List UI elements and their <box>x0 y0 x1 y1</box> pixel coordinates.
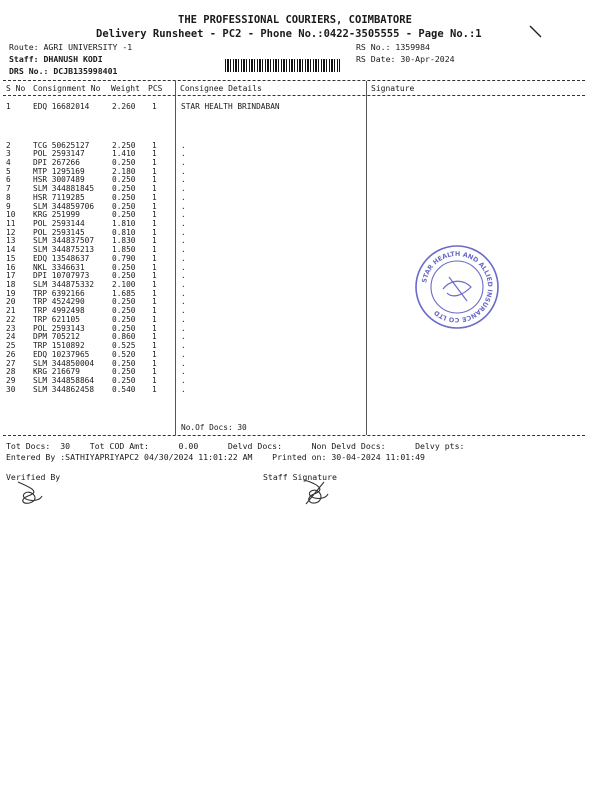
row-consignment-no: SLM 344875332 <box>33 280 95 290</box>
row-consignee-details: . <box>181 201 186 211</box>
row-consignment-no: TRP 4524290 <box>33 297 85 307</box>
verified-by-label: Verified By <box>6 472 61 482</box>
row-sno: 20 <box>6 297 16 307</box>
row-consignment-no: NKL 3346631 <box>33 262 85 272</box>
row-weight: 0.250 <box>112 323 136 333</box>
row-pcs: 1 <box>152 314 157 324</box>
company-title: THE PROFESSIONAL COURIERS, COIMBATORE <box>178 14 412 26</box>
row-consignment-no: POL 2593145 <box>33 227 85 237</box>
row-consignment-no: TCG 50625127 <box>33 140 90 150</box>
row-sno: 10 <box>6 210 16 220</box>
table-row <box>0 376 600 385</box>
table-row <box>0 332 600 341</box>
row-pcs: 1 <box>152 210 157 220</box>
row-consignee-details: . <box>181 288 186 298</box>
staff-signature-label: Staff Signature <box>263 472 337 482</box>
row-sno: 1 <box>6 102 11 111</box>
col-header-signature: Signature <box>371 84 415 93</box>
row-pcs: 1 <box>152 306 157 316</box>
table-row <box>0 359 600 368</box>
row-pcs: 1 <box>152 358 157 368</box>
table-bottom-rule <box>3 435 585 436</box>
row-consignment-no: POL 2593143 <box>33 323 85 333</box>
row-consignment-no: TRP 6392166 <box>33 288 85 298</box>
row-consignment-no: SLM 344881845 <box>33 184 95 194</box>
table-row <box>0 350 600 359</box>
row-sno: 25 <box>6 341 16 351</box>
row-weight: 0.250 <box>112 157 136 167</box>
row-pcs: 1 <box>152 323 157 333</box>
row-sno: 28 <box>6 367 16 377</box>
table-row <box>0 280 600 289</box>
row-consignee-details: . <box>181 314 186 324</box>
row-pcs: 1 <box>152 297 157 307</box>
table-row <box>0 245 600 254</box>
row-consignment-no: SLM 344875213 <box>33 245 95 255</box>
row-weight: 0.250 <box>112 358 136 368</box>
row-weight: 0.250 <box>112 262 136 272</box>
row-consignee-details: . <box>181 323 186 333</box>
row-pcs: 1 <box>152 218 157 228</box>
row-consignment-no: DPI 10707973 <box>33 271 90 281</box>
row-consignee-details: . <box>181 332 186 342</box>
table-row <box>0 367 600 376</box>
row-sno: 21 <box>6 306 16 316</box>
row-consignee-details: . <box>181 384 186 394</box>
row-sno: 2 <box>6 140 11 150</box>
row-consignee-details: . <box>181 367 186 377</box>
row-consignee-details: . <box>181 157 186 167</box>
row-weight: 2.250 <box>112 140 136 150</box>
row-weight: 2.260 <box>112 102 136 111</box>
row-consignee-details: . <box>181 210 186 220</box>
row-consignment-no: TRP 4992498 <box>33 306 85 316</box>
col-header-pcs: PCS <box>148 84 163 93</box>
row-sno: 6 <box>6 175 11 185</box>
table-row <box>0 141 600 150</box>
row-pcs: 1 <box>152 349 157 359</box>
row-weight: 0.250 <box>112 375 136 385</box>
table-row <box>0 102 600 111</box>
row-consignee-details: . <box>181 184 186 194</box>
row-weight: 1.830 <box>112 236 136 246</box>
row-consignee-details: . <box>181 297 186 307</box>
row-sno: 27 <box>6 358 16 368</box>
row-consignment-no: SLM 344837507 <box>33 236 95 246</box>
col-header-consignee: Consignee Details <box>180 84 262 93</box>
svg-text:STAR HEALTH AND ALLIED INSURAN: STAR HEALTH AND ALLIED INSURANCE CO LTD <box>420 249 495 325</box>
verified-signature <box>14 478 48 508</box>
row-pcs: 1 <box>152 375 157 385</box>
row-weight: 0.860 <box>112 332 136 342</box>
route-label: Route: AGRI UNIVERSITY -1 <box>9 42 133 52</box>
row-consignment-no: POL 2593144 <box>33 218 85 228</box>
row-sno: 9 <box>6 201 11 211</box>
table-row <box>0 167 600 176</box>
row-consignee-details: . <box>181 262 186 272</box>
row-pcs: 1 <box>152 332 157 342</box>
row-sno: 17 <box>6 271 16 281</box>
row-sno: 13 <box>6 236 16 246</box>
row-consignment-no: KRG 216679 <box>33 367 80 377</box>
row-sno: 11 <box>6 218 16 228</box>
table-row <box>0 193 600 202</box>
row-pcs: 1 <box>152 175 157 185</box>
row-pcs: 1 <box>152 157 157 167</box>
row-sno: 4 <box>6 157 11 167</box>
table-row <box>0 254 600 263</box>
row-pcs: 1 <box>152 166 157 176</box>
row-sno: 7 <box>6 184 11 194</box>
pen-mark-icon <box>528 24 544 40</box>
table-row <box>0 236 600 245</box>
row-weight: 0.250 <box>112 192 136 202</box>
table-row <box>0 385 600 394</box>
row-consignment-no: EDQ 10237965 <box>33 349 90 359</box>
company-stamp <box>413 243 501 331</box>
row-pcs: 1 <box>152 245 157 255</box>
row-weight: 0.250 <box>112 184 136 194</box>
row-weight: 0.790 <box>112 253 136 263</box>
row-weight: 0.250 <box>112 175 136 185</box>
row-weight: 1.850 <box>112 245 136 255</box>
table-row <box>0 158 600 167</box>
row-weight: 1.410 <box>112 149 136 159</box>
row-pcs: 1 <box>152 184 157 194</box>
entered-by-line: Entered By :SATHIYAPRIYAPC2 04/30/2024 11:01:22 AM Printed on: 30-04-2024 11:01:49 <box>6 452 425 462</box>
row-weight: 1.685 <box>112 288 136 298</box>
row-pcs: 1 <box>152 262 157 272</box>
row-weight: 1.810 <box>112 218 136 228</box>
col-header-weight: Weight <box>111 84 140 93</box>
row-consignment-no: TRP 1510892 <box>33 341 85 351</box>
no-of-docs: No.Of Docs: 30 <box>181 423 247 432</box>
table-row <box>0 306 600 315</box>
row-weight: 0.525 <box>112 341 136 351</box>
row-pcs: 1 <box>152 384 157 394</box>
table-row <box>0 210 600 219</box>
row-consignment-no: EDQ 16682014 <box>33 102 90 111</box>
table-row <box>0 175 600 184</box>
row-pcs: 1 <box>152 280 157 290</box>
table-row <box>0 289 600 298</box>
row-weight: 0.520 <box>112 349 136 359</box>
row-weight: 0.250 <box>112 367 136 377</box>
row-sno: 29 <box>6 375 16 385</box>
row-sno: 19 <box>6 288 16 298</box>
row-pcs: 1 <box>152 102 157 111</box>
row-consignee-details: . <box>181 349 186 359</box>
row-pcs: 1 <box>152 149 157 159</box>
row-weight: 0.250 <box>112 271 136 281</box>
row-sno: 18 <box>6 280 16 290</box>
row-pcs: 1 <box>152 288 157 298</box>
table-row <box>0 315 600 324</box>
row-consignment-no: TRP 621105 <box>33 314 80 324</box>
row-consignee-details: STAR HEALTH BRINDABAN <box>181 102 280 111</box>
table-row <box>0 228 600 237</box>
row-consignee-details: . <box>181 306 186 316</box>
row-sno: 15 <box>6 253 16 263</box>
col-header-consignment: Consignment No <box>33 84 101 93</box>
row-consignment-no: HSR 3007489 <box>33 175 85 185</box>
row-weight: 0.540 <box>112 384 136 394</box>
runsheet-subtitle: Delivery Runsheet - PC2 - Phone No.:0422-3505555 - Page No.:1 <box>96 28 482 40</box>
row-consignee-details: . <box>181 192 186 202</box>
row-pcs: 1 <box>152 227 157 237</box>
row-weight: 0.250 <box>112 306 136 316</box>
table-row <box>0 149 600 158</box>
row-sno: 12 <box>6 227 16 237</box>
row-consignment-no: KRG 251999 <box>33 210 80 220</box>
totals-line: Tot Docs: 30 Tot COD Amt: 0.00 Delvd Docs: Non Delvd Docs: Delvy pts: <box>6 441 465 451</box>
table-row <box>0 341 600 350</box>
row-consignee-details: . <box>181 140 186 150</box>
table-row <box>0 297 600 306</box>
row-consignee-details: . <box>181 375 186 385</box>
row-pcs: 1 <box>152 341 157 351</box>
row-sno: 5 <box>6 166 11 176</box>
row-pcs: 1 <box>152 271 157 281</box>
row-sno: 23 <box>6 323 16 333</box>
row-weight: 0.810 <box>112 227 136 237</box>
row-consignment-no: EDQ 13548637 <box>33 253 90 263</box>
row-consignment-no: SLM 344862458 <box>33 384 95 394</box>
row-weight: 0.250 <box>112 297 136 307</box>
table-row <box>0 263 600 272</box>
rs-date: RS Date: 30-Apr-2024 <box>356 54 455 64</box>
staff-signature <box>298 474 334 508</box>
row-sno: 3 <box>6 149 11 159</box>
row-consignee-details: . <box>181 166 186 176</box>
row-consignee-details: . <box>181 149 186 159</box>
row-consignment-no: MTP 1295169 <box>33 166 85 176</box>
row-pcs: 1 <box>152 140 157 150</box>
row-consignment-no: SLM 344858864 <box>33 375 95 385</box>
row-weight: 0.250 <box>112 314 136 324</box>
table-row <box>0 184 600 193</box>
row-weight: 2.180 <box>112 166 136 176</box>
row-sno: 16 <box>6 262 16 272</box>
row-consignment-no: SLM 344859706 <box>33 201 95 211</box>
row-consignee-details: . <box>181 271 186 281</box>
row-sno: 14 <box>6 245 16 255</box>
row-consignee-details: . <box>181 175 186 185</box>
row-consignment-no: DPI 267266 <box>33 157 80 167</box>
row-pcs: 1 <box>152 201 157 211</box>
row-pcs: 1 <box>152 367 157 377</box>
row-weight: 0.250 <box>112 201 136 211</box>
row-consignment-no: DPM 705212 <box>33 332 80 342</box>
header-top-rule <box>3 80 585 81</box>
row-pcs: 1 <box>152 253 157 263</box>
row-sno: 8 <box>6 192 11 202</box>
row-consignee-details: . <box>181 245 186 255</box>
row-sno: 30 <box>6 384 16 394</box>
header-bottom-rule <box>3 95 585 96</box>
drs-number: DRS No.: DCJB135998401 <box>9 66 118 76</box>
table-row <box>0 271 600 280</box>
row-consignee-details: . <box>181 253 186 263</box>
staff-label: Staff: DHANUSH KODI <box>9 54 103 64</box>
table-row <box>0 219 600 228</box>
col-header-sno: S No <box>6 84 26 93</box>
barcode-image <box>225 59 340 72</box>
row-pcs: 1 <box>152 192 157 202</box>
row-consignee-details: . <box>181 341 186 351</box>
row-sno: 24 <box>6 332 16 342</box>
row-consignee-details: . <box>181 236 186 246</box>
row-consignment-no: POL 2593147 <box>33 149 85 159</box>
row-consignee-details: . <box>181 218 186 228</box>
row-consignee-details: . <box>181 227 186 237</box>
row-consignee-details: . <box>181 280 186 290</box>
row-weight: 2.100 <box>112 280 136 290</box>
rs-number: RS No.: 1359984 <box>356 42 430 52</box>
table-row <box>0 324 600 333</box>
row-weight: 0.250 <box>112 210 136 220</box>
row-sno: 22 <box>6 314 16 324</box>
row-consignment-no: HSR 7119285 <box>33 192 85 202</box>
row-consignment-no: SLM 344850004 <box>33 358 95 368</box>
row-sno: 26 <box>6 349 16 359</box>
row-consignee-details: . <box>181 358 186 368</box>
row-pcs: 1 <box>152 236 157 246</box>
table-row <box>0 202 600 211</box>
